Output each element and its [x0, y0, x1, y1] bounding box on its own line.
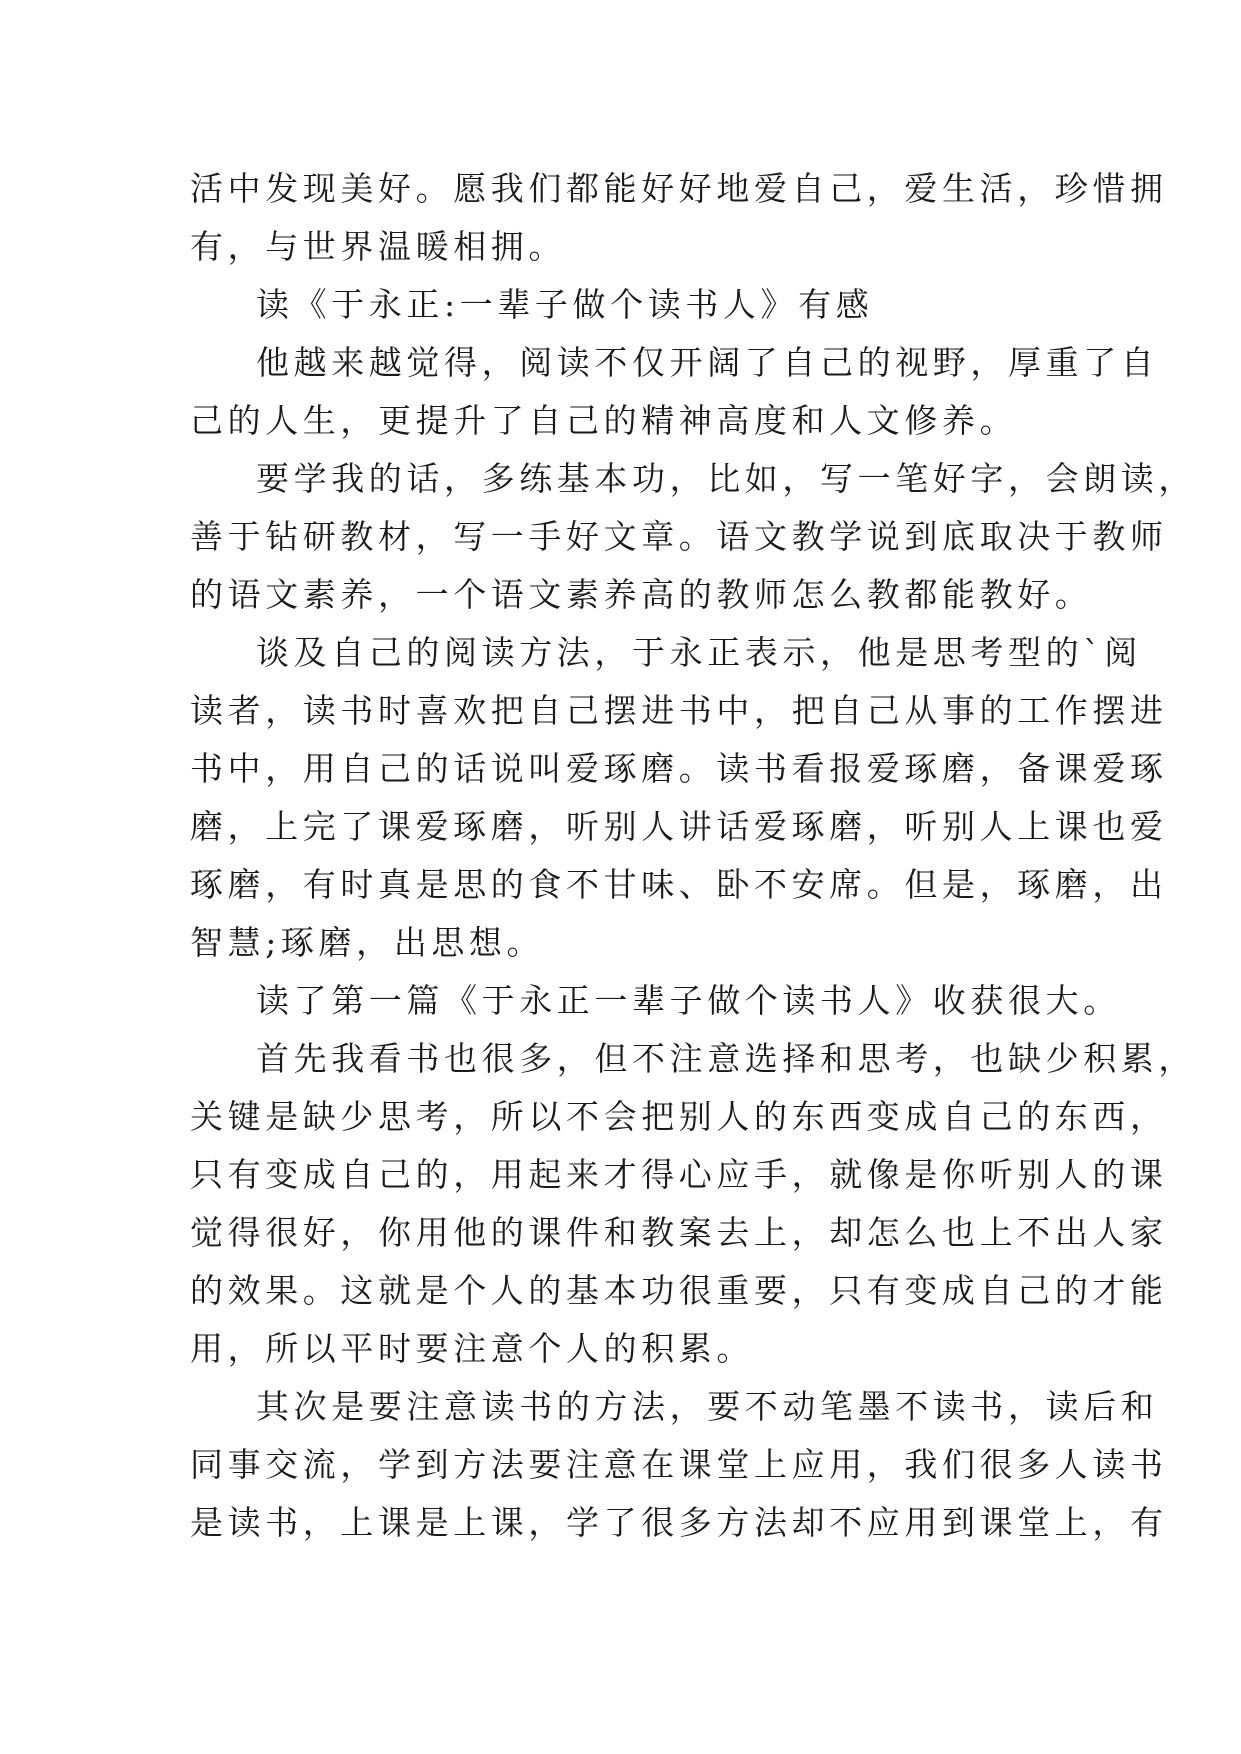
- text-line: 谈及自己的阅读方法，于永正表示，他是思考型的`阅: [256, 633, 1142, 672]
- text-line: 活中发现美好。愿我们都能好好地爱自己，爱生活，珍惜拥: [190, 169, 1168, 208]
- document-body: [190, 160, 1196, 1552]
- text-line: 关键是缺少思考，所以不会把别人的东西变成自己的东西，: [190, 1097, 1168, 1136]
- text-line: 只有变成自己的，用起来才得心应手，就像是你听别人的课: [190, 1155, 1168, 1194]
- text-line: 智慧;琢磨，出思想。: [190, 923, 545, 962]
- text-line: 书中，用自己的话说叫爱琢磨。读书看报爱琢磨，备课爱琢: [190, 749, 1168, 788]
- section-title: 读《于永正:一辈子做个读书人》有感: [256, 285, 874, 324]
- text-line: 读者，读书时喜欢把自己摆进书中，把自己从事的工作摆进: [190, 691, 1168, 730]
- text-line: 的效果。这就是个人的基本功很重要，只有变成自己的才能: [190, 1271, 1168, 1310]
- text-line: 要学我的话，多练基本功，比如，写一笔好字，会朗读，: [256, 459, 1196, 498]
- text-line: 有，与世界温暖相拥。: [190, 227, 566, 266]
- text-line: 他越来越觉得，阅读不仅开阔了自己的视野，厚重了自: [256, 343, 1159, 382]
- text-line: 首先我看书也很多，但不注意选择和思考，也缺少积累，: [256, 1039, 1196, 1078]
- text-line: 同事交流，学到方法要注意在课堂上应用，我们很多人读书: [190, 1445, 1168, 1484]
- text-line: 是读书，上课是上课，学了很多方法却不应用到课堂上，有: [190, 1503, 1168, 1542]
- text-line: 善于钻研教材，写一手好文章。语文教学说到底取决于教师: [190, 517, 1168, 556]
- text-line: 其次是要注意读书的方法，要不动笔墨不读书，读后和: [256, 1387, 1159, 1426]
- text-line: 读了第一篇《于永正一辈子做个读书人》收获很大。: [256, 981, 1121, 1020]
- text-line: 琢磨，有时真是思的食不甘味、卧不安席。但是，琢磨，出: [190, 865, 1168, 904]
- text-line: 己的人生，更提升了自己的精神高度和人文修养。: [190, 401, 1018, 440]
- text-line: 觉得很好，你用他的课件和教案去上，却怎么也上不出人家: [190, 1213, 1168, 1252]
- text-line: 用，所以平时要注意个人的积累。: [190, 1329, 754, 1368]
- text-line: 的语文素养，一个语文素养高的教师怎么教都能教好。: [190, 575, 1093, 614]
- text-line: 磨，上完了课爱琢磨，听别人讲话爱琢磨，听别人上课也爱: [190, 807, 1168, 846]
